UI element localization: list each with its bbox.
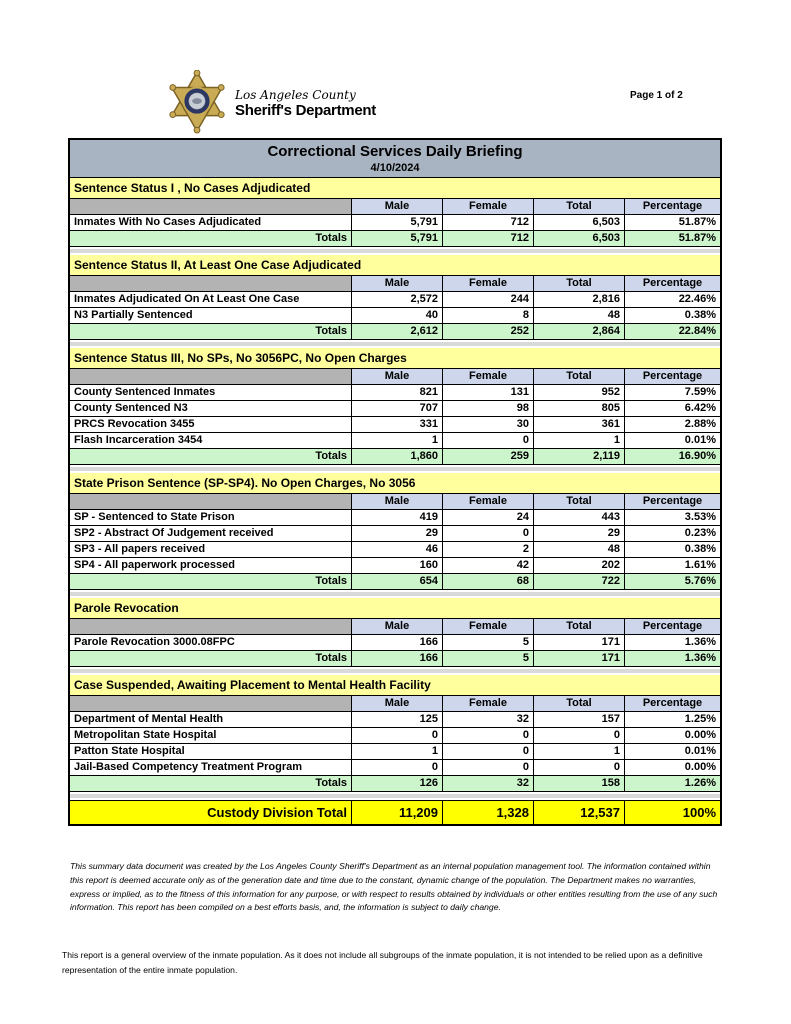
column-header-row — [70, 369, 720, 385]
column-header-spacer — [70, 619, 352, 635]
row-female-value: 8 — [443, 308, 534, 324]
column-header-total: Total — [534, 696, 625, 712]
section-2 — [70, 255, 720, 340]
row-label: Jail-Based Competency Treatment Program — [70, 760, 352, 776]
row-female-value: 2 — [443, 542, 534, 558]
row-label: Patton State Hospital — [70, 744, 352, 760]
row-label: Parole Revocation 3000.08FPC — [70, 635, 352, 651]
table-row — [70, 308, 720, 324]
column-header-female: Female — [443, 199, 534, 215]
row-total-value: 1 — [534, 433, 625, 449]
column-header-total: Total — [534, 619, 625, 635]
column-header-male: Male — [352, 494, 443, 510]
totals-total-value: 2,864 — [534, 324, 625, 340]
totals-percentage-value: 51.87% — [625, 231, 720, 247]
table-row — [70, 526, 720, 542]
totals-male-value: 2,612 — [352, 324, 443, 340]
column-header-male: Male — [352, 369, 443, 385]
column-header-percentage: Percentage — [625, 199, 720, 215]
totals-row — [70, 231, 720, 247]
row-female-value: 244 — [443, 292, 534, 308]
row-female-value: 30 — [443, 417, 534, 433]
totals-female-value: 32 — [443, 776, 534, 792]
table-row — [70, 760, 720, 776]
row-percentage-value: 1.61% — [625, 558, 720, 574]
row-percentage-value: 0.00% — [625, 760, 720, 776]
table-row — [70, 712, 720, 728]
row-percentage-value: 0.01% — [625, 744, 720, 760]
column-header-row — [70, 199, 720, 215]
row-total-value: 157 — [534, 712, 625, 728]
row-percentage-value: 2.88% — [625, 417, 720, 433]
grand-total-percentage: 100% — [625, 801, 720, 824]
column-header-row — [70, 696, 720, 712]
section-3 — [70, 348, 720, 465]
section-gap — [70, 247, 720, 255]
row-percentage-value: 1.36% — [625, 635, 720, 651]
totals-label: Totals — [70, 231, 352, 247]
totals-female-value: 259 — [443, 449, 534, 465]
row-male-value: 707 — [352, 401, 443, 417]
totals-label: Totals — [70, 324, 352, 340]
row-female-value: 5 — [443, 635, 534, 651]
document-date: 4/10/2024 — [370, 162, 420, 174]
section-title: Sentence Status I , No Cases Adjudicated — [70, 178, 720, 199]
column-header-male: Male — [352, 276, 443, 292]
row-percentage-value: 0.38% — [625, 542, 720, 558]
row-male-value: 29 — [352, 526, 443, 542]
table-row — [70, 417, 720, 433]
row-total-value: 171 — [534, 635, 625, 651]
row-total-value: 952 — [534, 385, 625, 401]
section-5 — [70, 598, 720, 667]
row-percentage-value: 6.42% — [625, 401, 720, 417]
column-header-female: Female — [443, 696, 534, 712]
row-label: County Sentenced Inmates — [70, 385, 352, 401]
row-male-value: 1 — [352, 744, 443, 760]
footnote-text: This report is a general overview of the inmate population. As it does not include all subgroups of the inmate population, it is not intended to be relied upon as a definitive representation of the entire inmate population. — [62, 950, 703, 976]
grand-total-female: 1,328 — [443, 801, 534, 824]
row-male-value: 0 — [352, 728, 443, 744]
totals-total-value: 171 — [534, 651, 625, 667]
column-header-male: Male — [352, 619, 443, 635]
column-header-female: Female — [443, 276, 534, 292]
row-percentage-value: 0.01% — [625, 433, 720, 449]
row-label: Metropolitan State Hospital — [70, 728, 352, 744]
grand-total-row — [70, 800, 720, 824]
row-female-value: 24 — [443, 510, 534, 526]
row-percentage-value: 3.53% — [625, 510, 720, 526]
row-total-value: 443 — [534, 510, 625, 526]
section-gap — [70, 667, 720, 675]
totals-percentage-value: 1.36% — [625, 651, 720, 667]
section-4 — [70, 473, 720, 590]
column-header-male: Male — [352, 696, 443, 712]
totals-male-value: 5,791 — [352, 231, 443, 247]
row-female-value: 0 — [443, 728, 534, 744]
row-percentage-value: 0.00% — [625, 728, 720, 744]
column-header-row — [70, 276, 720, 292]
totals-total-value: 158 — [534, 776, 625, 792]
row-label: Inmates Adjudicated On At Least One Case — [70, 292, 352, 308]
row-total-value: 6,503 — [534, 215, 625, 231]
document-header — [166, 70, 376, 136]
table-row — [70, 215, 720, 231]
section-1 — [70, 178, 720, 247]
row-male-value: 5,791 — [352, 215, 443, 231]
row-label: SP4 - All paperwork processed — [70, 558, 352, 574]
row-male-value: 160 — [352, 558, 443, 574]
row-female-value: 42 — [443, 558, 534, 574]
column-header-percentage: Percentage — [625, 276, 720, 292]
table-row — [70, 728, 720, 744]
grand-total-label: Custody Division Total — [70, 801, 352, 824]
row-label: Inmates With No Cases Adjudicated — [70, 215, 352, 231]
totals-total-value: 722 — [534, 574, 625, 590]
section-gap — [70, 792, 720, 800]
document-title: Correctional Services Daily Briefing — [267, 143, 523, 160]
column-header-total: Total — [534, 199, 625, 215]
column-header-spacer — [70, 494, 352, 510]
row-label: SP2 - Abstract Of Judgement received — [70, 526, 352, 542]
totals-percentage-value: 5.76% — [625, 574, 720, 590]
county-name: Los Angeles County — [235, 87, 356, 102]
department-name: Sheriff's Department — [235, 101, 376, 119]
column-header-percentage: Percentage — [625, 494, 720, 510]
totals-row — [70, 449, 720, 465]
row-total-value: 29 — [534, 526, 625, 542]
totals-total-value: 6,503 — [534, 231, 625, 247]
row-total-value: 0 — [534, 760, 625, 776]
table-row — [70, 401, 720, 417]
totals-label: Totals — [70, 776, 352, 792]
totals-male-value: 1,860 — [352, 449, 443, 465]
section-title: Sentence Status III, No SPs, No 3056PC, No Open Charges — [70, 348, 720, 369]
row-female-value: 0 — [443, 433, 534, 449]
row-total-value: 805 — [534, 401, 625, 417]
totals-male-value: 654 — [352, 574, 443, 590]
table-row — [70, 510, 720, 526]
row-label: SP3 - All papers received — [70, 542, 352, 558]
grand-total-male: 11,209 — [352, 801, 443, 824]
section-gap — [70, 465, 720, 473]
row-label: County Sentenced N3 — [70, 401, 352, 417]
row-label: Department of Mental Health — [70, 712, 352, 728]
totals-female-value: 5 — [443, 651, 534, 667]
table-row — [70, 635, 720, 651]
row-label: SP - Sentenced to State Prison — [70, 510, 352, 526]
row-female-value: 0 — [443, 760, 534, 776]
title-panel — [70, 140, 720, 178]
column-header-total: Total — [534, 494, 625, 510]
table-row — [70, 558, 720, 574]
row-male-value: 331 — [352, 417, 443, 433]
grand-total-total: 12,537 — [534, 801, 625, 824]
row-total-value: 2,816 — [534, 292, 625, 308]
totals-male-value: 126 — [352, 776, 443, 792]
column-header-female: Female — [443, 369, 534, 385]
row-male-value: 166 — [352, 635, 443, 651]
row-male-value: 0 — [352, 760, 443, 776]
totals-female-value: 68 — [443, 574, 534, 590]
sections-container — [70, 178, 720, 800]
row-male-value: 1 — [352, 433, 443, 449]
section-title: State Prison Sentence (SP-SP4). No Open Charges, No 3056 — [70, 473, 720, 494]
section-title: Sentence Status II, At Least One Case Adjudicated — [70, 255, 720, 276]
column-header-percentage: Percentage — [625, 619, 720, 635]
totals-row — [70, 324, 720, 340]
row-percentage-value: 22.46% — [625, 292, 720, 308]
row-male-value: 2,572 — [352, 292, 443, 308]
table-row — [70, 292, 720, 308]
totals-percentage-value: 16.90% — [625, 449, 720, 465]
row-male-value: 46 — [352, 542, 443, 558]
column-header-female: Female — [443, 619, 534, 635]
column-header-total: Total — [534, 276, 625, 292]
row-female-value: 0 — [443, 744, 534, 760]
row-percentage-value: 7.59% — [625, 385, 720, 401]
column-header-row — [70, 494, 720, 510]
row-female-value: 131 — [443, 385, 534, 401]
column-header-spacer — [70, 369, 352, 385]
totals-total-value: 2,119 — [534, 449, 625, 465]
table-row — [70, 385, 720, 401]
column-header-spacer — [70, 696, 352, 712]
row-percentage-value: 51.87% — [625, 215, 720, 231]
column-header-male: Male — [352, 199, 443, 215]
page-number: Page 1 of 2 — [630, 90, 683, 101]
row-male-value: 821 — [352, 385, 443, 401]
org-name-block — [235, 88, 376, 119]
row-total-value: 202 — [534, 558, 625, 574]
section-title: Parole Revocation — [70, 598, 720, 619]
row-total-value: 48 — [534, 542, 625, 558]
sheriff-star-badge-icon — [166, 70, 228, 136]
totals-female-value: 252 — [443, 324, 534, 340]
totals-male-value: 166 — [352, 651, 443, 667]
section-6 — [70, 675, 720, 792]
row-label: N3 Partially Sentenced — [70, 308, 352, 324]
totals-row — [70, 574, 720, 590]
row-total-value: 361 — [534, 417, 625, 433]
row-total-value: 1 — [534, 744, 625, 760]
row-female-value: 712 — [443, 215, 534, 231]
row-percentage-value: 1.25% — [625, 712, 720, 728]
totals-row — [70, 776, 720, 792]
row-female-value: 98 — [443, 401, 534, 417]
column-header-total: Total — [534, 369, 625, 385]
row-female-value: 32 — [443, 712, 534, 728]
totals-label: Totals — [70, 651, 352, 667]
column-header-percentage: Percentage — [625, 696, 720, 712]
row-label: Flash Incarceration 3454 — [70, 433, 352, 449]
table-row — [70, 433, 720, 449]
row-total-value: 0 — [534, 728, 625, 744]
row-total-value: 48 — [534, 308, 625, 324]
section-gap — [70, 590, 720, 598]
table-row — [70, 542, 720, 558]
row-percentage-value: 0.23% — [625, 526, 720, 542]
row-label: PRCS Revocation 3455 — [70, 417, 352, 433]
totals-label: Totals — [70, 449, 352, 465]
section-gap — [70, 340, 720, 348]
section-title: Case Suspended, Awaiting Placement to Mental Health Facility — [70, 675, 720, 696]
column-header-spacer — [70, 276, 352, 292]
column-header-female: Female — [443, 494, 534, 510]
row-male-value: 40 — [352, 308, 443, 324]
totals-label: Totals — [70, 574, 352, 590]
briefing-table — [68, 138, 722, 826]
row-male-value: 125 — [352, 712, 443, 728]
column-header-percentage: Percentage — [625, 369, 720, 385]
row-percentage-value: 0.38% — [625, 308, 720, 324]
row-female-value: 0 — [443, 526, 534, 542]
totals-percentage-value: 1.26% — [625, 776, 720, 792]
totals-female-value: 712 — [443, 231, 534, 247]
disclaimer-text: This summary data document was created by the Los Angeles County Sheriff's Department as an internal population management tool. The information contained within this report is deemed accurate only as of the generation date and time due to the constant, dynamic change of the population. The Department makes no warranties, express or implied, as to the fitness of this information for any purpose, or with respect to results obtained by individuals or other entities resulting from the use of any such information. This report has been compiled on a best efforts basis, and, the information is subject to daily change. — [70, 861, 718, 913]
table-row — [70, 744, 720, 760]
column-header-spacer — [70, 199, 352, 215]
totals-percentage-value: 22.84% — [625, 324, 720, 340]
totals-row — [70, 651, 720, 667]
row-male-value: 419 — [352, 510, 443, 526]
column-header-row — [70, 619, 720, 635]
